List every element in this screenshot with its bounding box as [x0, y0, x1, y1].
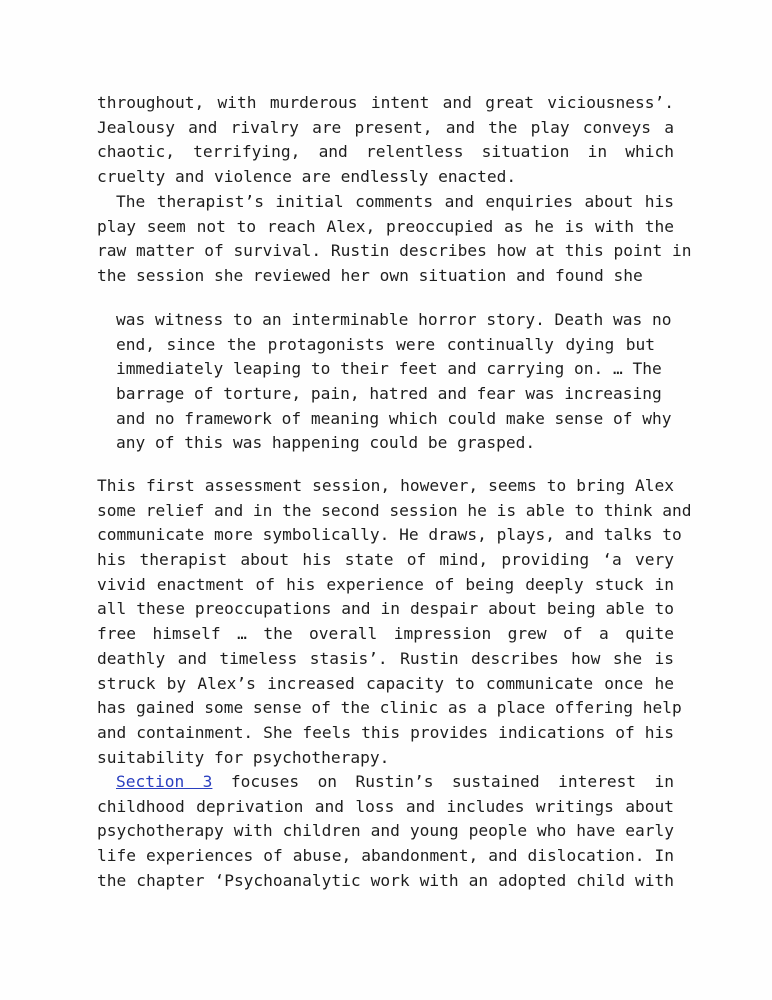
- text-line: his therapist about his state of mind, providing ‘a very: [97, 550, 674, 570]
- quote-line: any of this was happening could be grasped.: [116, 433, 536, 453]
- quote-line: end, since the protagonists were continually dying but: [116, 334, 655, 354]
- text-line: the chapter ‘Psychoanalytic work with an adopted child with: [97, 870, 674, 890]
- text-line: communicate more symbolically. He draws, plays, and talks to: [97, 525, 682, 545]
- text-line: psychotherapy with children and young people who have early: [97, 821, 674, 841]
- text-line: This first assessment session, however, seems to bring Alex: [97, 476, 674, 495]
- text-line: childhood deprivation and loss and includes writings about: [97, 796, 674, 816]
- text-line: some relief and in the second session he is able to think and: [97, 500, 692, 520]
- block-quote: [116, 308, 672, 456]
- quote-line: barrage of torture, pain, hatred and fear was increasing: [116, 384, 662, 404]
- text-line: all these preoccupations and in despair about being able to: [97, 599, 674, 619]
- text-line: raw matter of survival. Rustin describes how at this point in: [97, 241, 692, 261]
- text-line: free himself … the overall impression grew of a quite: [97, 624, 674, 644]
- paragraph-continuation: [97, 91, 674, 190]
- text-line: deathly and timeless stasis’. Rustin describes how she is: [97, 648, 674, 668]
- text-line: suitability for psychotherapy.: [97, 747, 390, 767]
- paragraph-section-3: [97, 770, 674, 893]
- quote-line: and no framework of meaning which could make sense of why: [116, 408, 672, 428]
- text-line: chaotic, terrifying, and relentless situation in which: [97, 142, 674, 162]
- text-line-with-link: [97, 770, 674, 795]
- paragraph-assessment: [97, 474, 692, 770]
- text-line: cruelty and violence are endlessly enacted.: [97, 167, 517, 187]
- quote-line: was witness to an interminable horror story. Death was no: [116, 310, 672, 329]
- quote-line: immediately leaping to their feet and carrying on. … The: [116, 359, 662, 379]
- text-line: The therapist’s initial comments and enquiries about his: [116, 192, 674, 211]
- text-line: vivid enactment of his experience of being deeply stuck in: [97, 574, 674, 594]
- text-line: has gained some sense of the clinic as a place offering help: [97, 698, 682, 718]
- section-3-link[interactable]: Section 3: [116, 772, 213, 791]
- text-line: throughout, with murderous intent and great viciousness’.: [97, 93, 674, 112]
- text-line: play seem not to reach Alex, preoccupied as he is with the: [97, 216, 674, 236]
- text-line: life experiences of abuse, abandonment, and dislocation. In: [97, 846, 674, 866]
- paragraph-therapist: [97, 190, 692, 289]
- text-line: Jealousy and rivalry are present, and the play conveys a: [97, 117, 674, 137]
- text-line: and containment. She feels this provides indications of his: [97, 722, 674, 742]
- text-line: the session she reviewed her own situation and found she: [97, 266, 643, 286]
- text-line: struck by Alex’s increased capacity to communicate once he: [97, 673, 674, 693]
- text-fragment: focuses on Rustin’s sustained interest in: [230, 772, 675, 791]
